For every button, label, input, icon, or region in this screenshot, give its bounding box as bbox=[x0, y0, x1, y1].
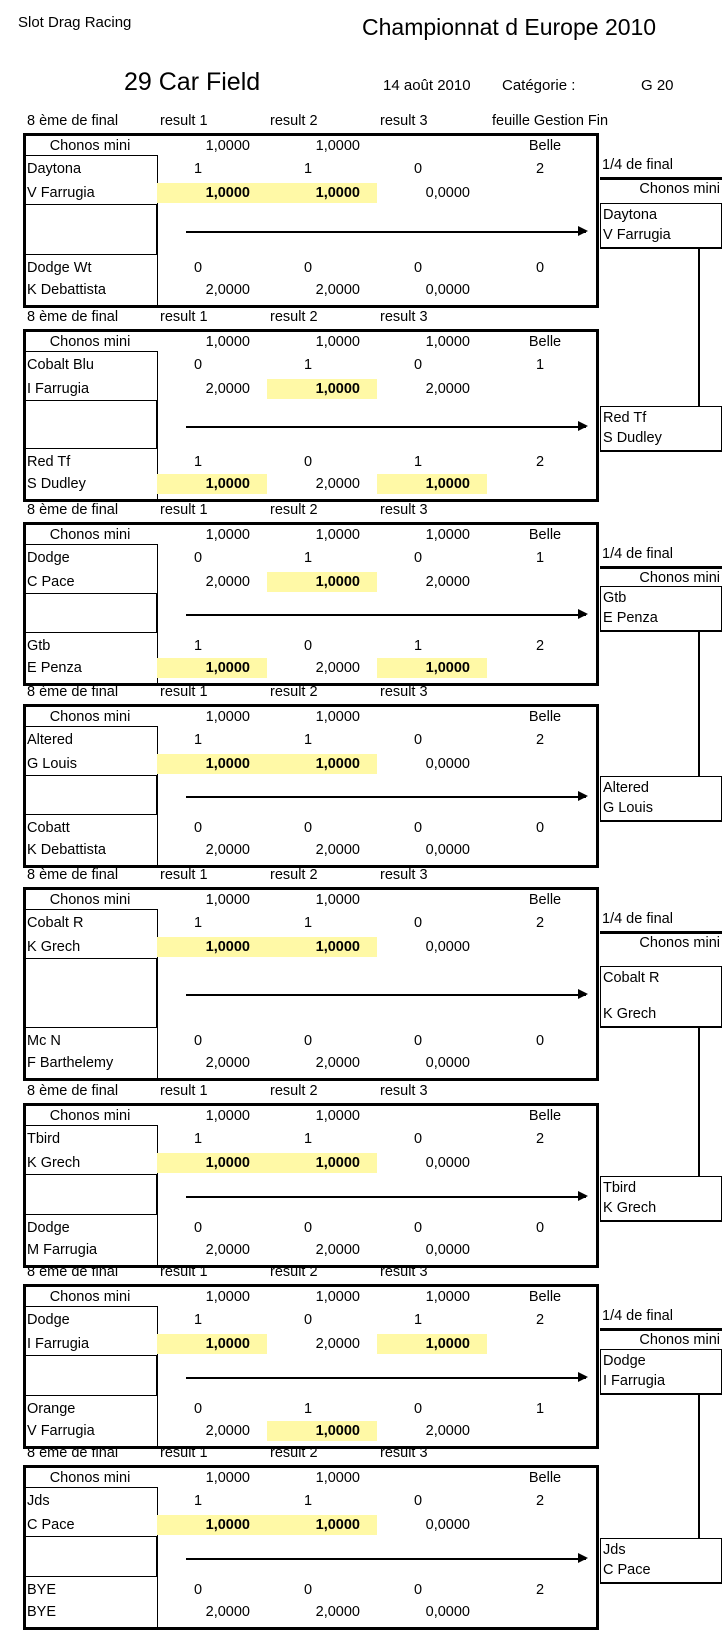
player-b-car: Orange bbox=[27, 1401, 76, 1417]
player-a-total: 2 bbox=[535, 915, 545, 931]
chonos-value: 1,0000 bbox=[315, 527, 360, 543]
event-date: 14 août 2010 bbox=[383, 77, 471, 94]
name-box-divider bbox=[156, 1356, 158, 1395]
round-label: 8 ème de final bbox=[27, 1083, 119, 1099]
player-a-total: 1 bbox=[535, 357, 545, 373]
player-b-total: 1 bbox=[535, 1401, 545, 1417]
chonos-label: Chonos mini bbox=[49, 1470, 131, 1486]
winner-box-rule bbox=[600, 247, 722, 249]
player-a-total: 2 bbox=[535, 1312, 545, 1328]
player-a-driver: C Pace bbox=[27, 1517, 75, 1533]
chonos-label: Chonos mini bbox=[49, 334, 131, 350]
belle-label: Belle bbox=[528, 1289, 562, 1305]
chonos-value: 1,0000 bbox=[205, 1470, 250, 1486]
player-a-win: 1 bbox=[193, 915, 203, 931]
result2-header: result 2 bbox=[270, 1264, 318, 1280]
player-a-total: 2 bbox=[535, 1493, 545, 1509]
bracket-connector bbox=[698, 249, 700, 406]
chonos-value: 1,0000 bbox=[205, 138, 250, 154]
name-box-divider bbox=[156, 401, 158, 448]
player-b-time: 2,0000 bbox=[315, 1604, 360, 1620]
player-a-driver: C Pace bbox=[27, 574, 75, 590]
name-box-divider bbox=[156, 1175, 158, 1214]
chonos-value: 1,0000 bbox=[425, 334, 470, 350]
org-name: Slot Drag Racing bbox=[18, 14, 132, 31]
chonos-label: Chonos mini bbox=[49, 709, 131, 725]
player-b-car: BYE bbox=[27, 1582, 57, 1598]
quarter-chonos-label: Chonos mini bbox=[639, 935, 720, 951]
winner-driver: C Pace bbox=[603, 1562, 651, 1578]
winner-car: Gtb bbox=[603, 590, 627, 606]
chonos-value: 1,0000 bbox=[205, 1108, 250, 1124]
result3-header: result 3 bbox=[380, 502, 428, 518]
player-b-driver: M Farrugia bbox=[27, 1242, 98, 1258]
result2-header: result 2 bbox=[270, 1445, 318, 1461]
chonos-label: Chonos mini bbox=[49, 527, 131, 543]
winner-car: Red Tf bbox=[603, 410, 647, 426]
player-b-win: 0 bbox=[303, 454, 313, 470]
result1-header: result 1 bbox=[160, 684, 208, 700]
winner-car: Daytona bbox=[603, 207, 658, 223]
winner-driver: K Grech bbox=[603, 1200, 657, 1216]
round-label: 8 ème de final bbox=[27, 502, 119, 518]
result2-header: result 2 bbox=[270, 1083, 318, 1099]
player-a-win: 0 bbox=[413, 1493, 423, 1509]
player-b-win: 0 bbox=[413, 260, 423, 276]
player-a-time: 1,0000 bbox=[315, 1517, 360, 1533]
player-b-win: 0 bbox=[413, 820, 423, 836]
name-box-divider bbox=[156, 1537, 158, 1576]
quarter-final-label: 1/4 de final bbox=[602, 546, 673, 562]
player-b-time: 2,0000 bbox=[205, 1604, 250, 1620]
player-a-win: 1 bbox=[303, 357, 313, 373]
winner-driver: V Farrugia bbox=[603, 227, 671, 243]
player-a-win: 0 bbox=[413, 915, 423, 931]
player-a-win: 0 bbox=[413, 357, 423, 373]
result1-header: result 1 bbox=[160, 502, 208, 518]
result1-header: result 1 bbox=[160, 113, 208, 129]
player-a-win: 1 bbox=[193, 1312, 203, 1328]
player-a-win: 0 bbox=[193, 357, 203, 373]
player-a-time: 2,0000 bbox=[315, 1336, 360, 1352]
player-a-win: 1 bbox=[303, 1493, 313, 1509]
player-a-win: 1 bbox=[303, 915, 313, 931]
player-a-car: Daytona bbox=[27, 161, 82, 177]
winner-driver: G Louis bbox=[603, 800, 653, 816]
winner-car: Cobalt R bbox=[603, 970, 660, 986]
player-b-driver: BYE bbox=[27, 1604, 57, 1620]
winner-box-rule bbox=[600, 1026, 722, 1028]
player-b-win: 0 bbox=[303, 820, 313, 836]
player-a-total: 1 bbox=[535, 550, 545, 566]
player-b-driver: S Dudley bbox=[27, 476, 86, 492]
result1-header: result 1 bbox=[160, 309, 208, 325]
advance-arrow bbox=[186, 796, 586, 798]
player-b-win: 0 bbox=[413, 1220, 423, 1236]
player-a-car: Cobalt R bbox=[27, 915, 84, 931]
result2-header: result 2 bbox=[270, 502, 318, 518]
quarter-chonos-label: Chonos mini bbox=[639, 570, 720, 586]
category-label: Catégorie : bbox=[502, 77, 576, 94]
chonos-value: 1,0000 bbox=[425, 1289, 470, 1305]
page-title: Championnat d Europe 2010 bbox=[362, 14, 657, 40]
player-b-time: 2,0000 bbox=[205, 842, 250, 858]
player-b-win: 0 bbox=[303, 1582, 313, 1598]
sheet-label: feuille Gestion Fin bbox=[492, 113, 609, 129]
chonos-label: Chonos mini bbox=[49, 892, 131, 908]
player-b-time: 1,0000 bbox=[425, 476, 470, 492]
player-a-driver: G Louis bbox=[27, 756, 77, 772]
player-b-win: 0 bbox=[193, 1220, 203, 1236]
round-label: 8 ème de final bbox=[27, 1264, 119, 1280]
player-a-time: 2,0000 bbox=[425, 574, 470, 590]
player-a-win: 1 bbox=[193, 161, 203, 177]
player-b-time: 2,0000 bbox=[315, 1242, 360, 1258]
result2-header: result 2 bbox=[270, 113, 318, 129]
player-a-win: 0 bbox=[303, 1312, 313, 1328]
player-b-driver: V Farrugia bbox=[27, 1423, 95, 1439]
name-box-divider bbox=[156, 205, 158, 254]
player-a-car: Cobalt Blu bbox=[27, 357, 94, 373]
chonos-value: 1,0000 bbox=[315, 892, 360, 908]
player-a-win: 1 bbox=[303, 732, 313, 748]
winner-box-rule bbox=[600, 1220, 722, 1222]
chonos-value: 1,0000 bbox=[315, 138, 360, 154]
player-a-time: 1,0000 bbox=[205, 1336, 250, 1352]
player-a-total: 2 bbox=[535, 732, 545, 748]
player-b-time: 0,0000 bbox=[425, 1055, 470, 1071]
player-a-win: 0 bbox=[193, 550, 203, 566]
player-a-time: 1,0000 bbox=[425, 1336, 470, 1352]
winner-box-rule bbox=[600, 630, 722, 632]
player-b-time: 2,0000 bbox=[205, 1423, 250, 1439]
player-b-driver: K Debattista bbox=[27, 842, 106, 858]
player-b-win: 0 bbox=[193, 260, 203, 276]
winner-box-rule bbox=[600, 1393, 722, 1395]
player-b-time: 2,0000 bbox=[315, 476, 360, 492]
bracket-connector bbox=[698, 632, 700, 776]
winner-car: Jds bbox=[603, 1542, 626, 1558]
bracket-connector bbox=[698, 1028, 700, 1176]
player-b-total: 2 bbox=[535, 1582, 545, 1598]
player-a-driver: K Grech bbox=[27, 939, 81, 955]
player-b-win: 0 bbox=[303, 1220, 313, 1236]
player-a-driver: I Farrugia bbox=[27, 381, 90, 397]
result1-header: result 1 bbox=[160, 1264, 208, 1280]
belle-label: Belle bbox=[528, 709, 562, 725]
player-b-win: 0 bbox=[413, 1033, 423, 1049]
player-b-win: 1 bbox=[413, 638, 423, 654]
round-label: 8 ème de final bbox=[27, 867, 119, 883]
player-b-car: Gtb bbox=[27, 638, 51, 654]
result3-header: result 3 bbox=[380, 1264, 428, 1280]
category-value: G 20 bbox=[641, 77, 674, 94]
belle-label: Belle bbox=[528, 334, 562, 350]
winner-driver: S Dudley bbox=[603, 430, 662, 446]
player-b-win: 1 bbox=[193, 454, 203, 470]
player-b-win: 1 bbox=[193, 638, 203, 654]
player-b-win: 0 bbox=[193, 820, 203, 836]
player-b-time: 2,0000 bbox=[205, 1055, 250, 1071]
player-a-time: 0,0000 bbox=[425, 939, 470, 955]
player-a-time: 1,0000 bbox=[315, 381, 360, 397]
player-b-driver: E Penza bbox=[27, 660, 82, 676]
player-a-win: 1 bbox=[303, 161, 313, 177]
player-b-car: Cobatt bbox=[27, 820, 70, 836]
name-box-divider bbox=[156, 959, 158, 1027]
player-a-win: 1 bbox=[193, 732, 203, 748]
player-a-car: Jds bbox=[27, 1493, 50, 1509]
result1-header: result 1 bbox=[160, 1083, 208, 1099]
player-a-time: 1,0000 bbox=[315, 756, 360, 772]
result2-header: result 2 bbox=[270, 684, 318, 700]
player-a-time: 0,0000 bbox=[425, 1517, 470, 1533]
player-a-time: 1,0000 bbox=[205, 1517, 250, 1533]
player-b-car: Dodge bbox=[27, 1220, 70, 1236]
player-a-time: 1,0000 bbox=[205, 939, 250, 955]
player-b-total: 0 bbox=[535, 820, 545, 836]
player-b-time: 1,0000 bbox=[315, 1423, 360, 1439]
winner-box-rule bbox=[600, 820, 722, 822]
player-a-time: 0,0000 bbox=[425, 1155, 470, 1171]
result1-header: result 1 bbox=[160, 867, 208, 883]
chonos-value: 1,0000 bbox=[315, 1108, 360, 1124]
player-b-time: 1,0000 bbox=[425, 660, 470, 676]
player-a-win: 0 bbox=[413, 732, 423, 748]
player-a-win: 0 bbox=[413, 550, 423, 566]
result1-header: result 1 bbox=[160, 1445, 208, 1461]
belle-label: Belle bbox=[528, 1108, 562, 1124]
quarter-final-label: 1/4 de final bbox=[602, 1308, 673, 1324]
player-a-car: Altered bbox=[27, 732, 73, 748]
player-b-total: 2 bbox=[535, 454, 545, 470]
result3-header: result 3 bbox=[380, 113, 428, 129]
player-a-win: 1 bbox=[193, 1131, 203, 1147]
player-a-time: 2,0000 bbox=[425, 381, 470, 397]
player-a-time: 1,0000 bbox=[205, 185, 250, 201]
advance-arrow bbox=[186, 1377, 586, 1379]
advance-arrow bbox=[186, 1558, 586, 1560]
player-b-driver: F Barthelemy bbox=[27, 1055, 114, 1071]
player-b-time: 2,0000 bbox=[315, 282, 360, 298]
player-b-win: 0 bbox=[303, 260, 313, 276]
player-a-time: 2,0000 bbox=[205, 381, 250, 397]
quarter-final-label: 1/4 de final bbox=[602, 157, 673, 173]
player-b-win: 1 bbox=[413, 454, 423, 470]
field-size: 29 Car Field bbox=[124, 68, 261, 96]
player-a-driver: I Farrugia bbox=[27, 1336, 90, 1352]
player-b-win: 0 bbox=[193, 1033, 203, 1049]
quarter-final-label: 1/4 de final bbox=[602, 911, 673, 927]
player-a-driver: V Farrugia bbox=[27, 185, 95, 201]
player-b-win: 1 bbox=[303, 1401, 313, 1417]
belle-label: Belle bbox=[528, 527, 562, 543]
quarter-chonos-label: Chonos mini bbox=[639, 1332, 720, 1348]
result3-header: result 3 bbox=[380, 684, 428, 700]
player-a-time: 1,0000 bbox=[205, 756, 250, 772]
name-box-divider bbox=[156, 776, 158, 814]
winner-car: Altered bbox=[603, 780, 649, 796]
advance-arrow bbox=[186, 426, 586, 428]
winner-box-rule bbox=[600, 1582, 722, 1584]
player-b-driver: K Debattista bbox=[27, 282, 106, 298]
player-a-total: 2 bbox=[535, 161, 545, 177]
player-a-win: 1 bbox=[413, 1312, 423, 1328]
chonos-value: 1,0000 bbox=[315, 334, 360, 350]
player-b-time: 2,0000 bbox=[205, 1242, 250, 1258]
round-label: 8 ème de final bbox=[27, 309, 119, 325]
player-b-time: 2,0000 bbox=[315, 842, 360, 858]
player-b-time: 0,0000 bbox=[425, 282, 470, 298]
player-a-car: Dodge bbox=[27, 1312, 70, 1328]
player-b-car: Dodge Wt bbox=[27, 260, 92, 276]
player-a-time: 2,0000 bbox=[205, 574, 250, 590]
name-box-divider bbox=[156, 594, 158, 632]
player-a-win: 1 bbox=[303, 1131, 313, 1147]
winner-driver: K Grech bbox=[603, 1006, 657, 1022]
player-b-win: 0 bbox=[193, 1582, 203, 1598]
round-label: 8 ème de final bbox=[27, 1445, 119, 1461]
chonos-value: 1,0000 bbox=[315, 1289, 360, 1305]
chonos-value: 1,0000 bbox=[205, 892, 250, 908]
result3-header: result 3 bbox=[380, 1445, 428, 1461]
player-a-win: 0 bbox=[413, 1131, 423, 1147]
result3-header: result 3 bbox=[380, 309, 428, 325]
player-b-time: 0,0000 bbox=[425, 1242, 470, 1258]
chonos-value: 1,0000 bbox=[205, 527, 250, 543]
player-b-time: 2,0000 bbox=[315, 1055, 360, 1071]
advance-arrow bbox=[186, 231, 586, 233]
player-a-time: 0,0000 bbox=[425, 756, 470, 772]
winner-driver: I Farrugia bbox=[603, 1373, 666, 1389]
result2-header: result 2 bbox=[270, 309, 318, 325]
player-a-car: Dodge bbox=[27, 550, 70, 566]
result2-header: result 2 bbox=[270, 867, 318, 883]
player-b-time: 2,0000 bbox=[205, 282, 250, 298]
player-a-time: 0,0000 bbox=[425, 185, 470, 201]
player-a-car: Tbird bbox=[27, 1131, 61, 1147]
belle-label: Belle bbox=[528, 1470, 562, 1486]
player-b-win: 0 bbox=[303, 1033, 313, 1049]
player-a-time: 1,0000 bbox=[315, 939, 360, 955]
player-a-time: 1,0000 bbox=[315, 574, 360, 590]
bracket-connector bbox=[698, 1395, 700, 1538]
player-a-driver: K Grech bbox=[27, 1155, 81, 1171]
result3-header: result 3 bbox=[380, 867, 428, 883]
player-b-total: 0 bbox=[535, 1220, 545, 1236]
player-a-time: 1,0000 bbox=[205, 1155, 250, 1171]
winner-box-rule bbox=[600, 450, 722, 452]
player-a-time: 1,0000 bbox=[315, 1155, 360, 1171]
player-b-total: 2 bbox=[535, 638, 545, 654]
player-b-win: 0 bbox=[303, 638, 313, 654]
player-a-time: 1,0000 bbox=[315, 185, 360, 201]
advance-arrow bbox=[186, 1196, 586, 1198]
round-label: 8 ème de final bbox=[27, 684, 119, 700]
player-b-car: Mc N bbox=[27, 1033, 61, 1049]
player-b-win: 0 bbox=[413, 1401, 423, 1417]
chonos-label: Chonos mini bbox=[49, 138, 131, 154]
chonos-value: 1,0000 bbox=[205, 334, 250, 350]
player-b-win: 0 bbox=[413, 1582, 423, 1598]
player-b-total: 0 bbox=[535, 260, 545, 276]
player-b-time: 2,0000 bbox=[315, 660, 360, 676]
chonos-value: 1,0000 bbox=[315, 1470, 360, 1486]
player-a-total: 2 bbox=[535, 1131, 545, 1147]
player-a-win: 1 bbox=[193, 1493, 203, 1509]
chonos-value: 1,0000 bbox=[315, 709, 360, 725]
player-b-time: 1,0000 bbox=[205, 476, 250, 492]
player-b-car: Red Tf bbox=[27, 454, 71, 470]
round-label: 8 ème de final bbox=[27, 113, 119, 129]
winner-car: Tbird bbox=[603, 1180, 637, 1196]
winner-car: Dodge bbox=[603, 1353, 646, 1369]
player-b-total: 0 bbox=[535, 1033, 545, 1049]
player-b-time: 2,0000 bbox=[425, 1423, 470, 1439]
chonos-label: Chonos mini bbox=[49, 1289, 131, 1305]
advance-arrow bbox=[186, 994, 586, 996]
player-b-time: 0,0000 bbox=[425, 1604, 470, 1620]
chonos-label: Chonos mini bbox=[49, 1108, 131, 1124]
player-a-win: 1 bbox=[303, 550, 313, 566]
result3-header: result 3 bbox=[380, 1083, 428, 1099]
chonos-value: 1,0000 bbox=[205, 1289, 250, 1305]
advance-arrow bbox=[186, 614, 586, 616]
player-b-time: 1,0000 bbox=[205, 660, 250, 676]
player-a-win: 0 bbox=[413, 161, 423, 177]
winner-driver: E Penza bbox=[603, 610, 658, 626]
chonos-value: 1,0000 bbox=[425, 527, 470, 543]
quarter-chonos-label: Chonos mini bbox=[639, 181, 720, 197]
player-b-win: 0 bbox=[193, 1401, 203, 1417]
chonos-value: 1,0000 bbox=[205, 709, 250, 725]
player-b-time: 0,0000 bbox=[425, 842, 470, 858]
belle-label: Belle bbox=[528, 892, 562, 908]
belle-label: Belle bbox=[528, 138, 562, 154]
